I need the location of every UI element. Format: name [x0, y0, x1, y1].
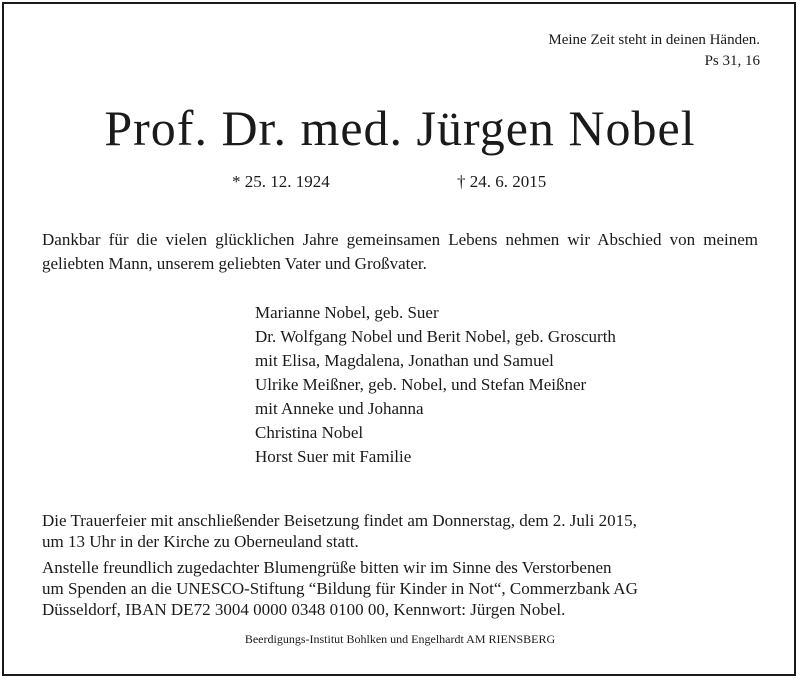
bible-verse	[548, 30, 760, 72]
donation-line: um Spenden an die UNESCO-Stiftung “Bildung für Kinder in Not“, Commerzbank AG	[42, 579, 638, 598]
mourner-entry: Horst Suer mit Familie	[255, 447, 412, 466]
mourner-entry: mit Elisa, Magdalena, Jonathan und Samuel	[255, 351, 554, 370]
mourners-list	[255, 301, 616, 469]
intro-text: Dankbar für die vielen glücklichen Jahre gemeinsamen Lebens nehmen wir Abschied von meinem geliebten Mann, unserem geliebten Vater und Großvater.	[42, 230, 758, 273]
mourner-entry: Dr. Wolfgang Nobel und Berit Nobel, geb. Groscurth	[255, 327, 616, 346]
funeral-home: Beerdigungs-Institut Bohlken und Engelhardt AM RIENSBERG	[244, 632, 556, 646]
mourner-entry: Marianne Nobel, geb. Suer	[255, 303, 439, 322]
funeral-info	[42, 510, 762, 552]
mourner-entry: mit Anneke und Johanna	[255, 399, 424, 418]
mourner-entry: Christina Nobel	[255, 423, 364, 442]
bible-verse-text: Meine Zeit steht in deinen Händen.	[548, 32, 760, 48]
donation-line: Anstelle freundlich zugedachter Blumengrüße bitten wir im Sinne des Verstorbenen	[42, 558, 612, 577]
deceased-name: Prof. Dr. med. Jürgen Nobel	[104, 100, 696, 156]
funeral-line: Die Trauerfeier mit anschließender Beisetzung findet am Donnerstag, dem 2. Juli 2015,	[42, 511, 637, 530]
birth-date: * 25. 12. 1924	[232, 172, 330, 191]
death-date: † 24. 6. 2015	[457, 172, 547, 191]
mourner-entry: Ulrike Meißner, geb. Nobel, und Stefan Meißner	[255, 375, 587, 394]
bible-verse-reference: Ps 31, 16	[704, 53, 760, 69]
donation-line: Düsseldorf, IBAN DE72 3004 0000 0348 0100 00, Kennwort: Jürgen Nobel.	[42, 600, 566, 619]
funeral-line: um 13 Uhr in der Kirche zu Oberneuland statt.	[42, 532, 359, 551]
donation-info	[42, 557, 762, 620]
